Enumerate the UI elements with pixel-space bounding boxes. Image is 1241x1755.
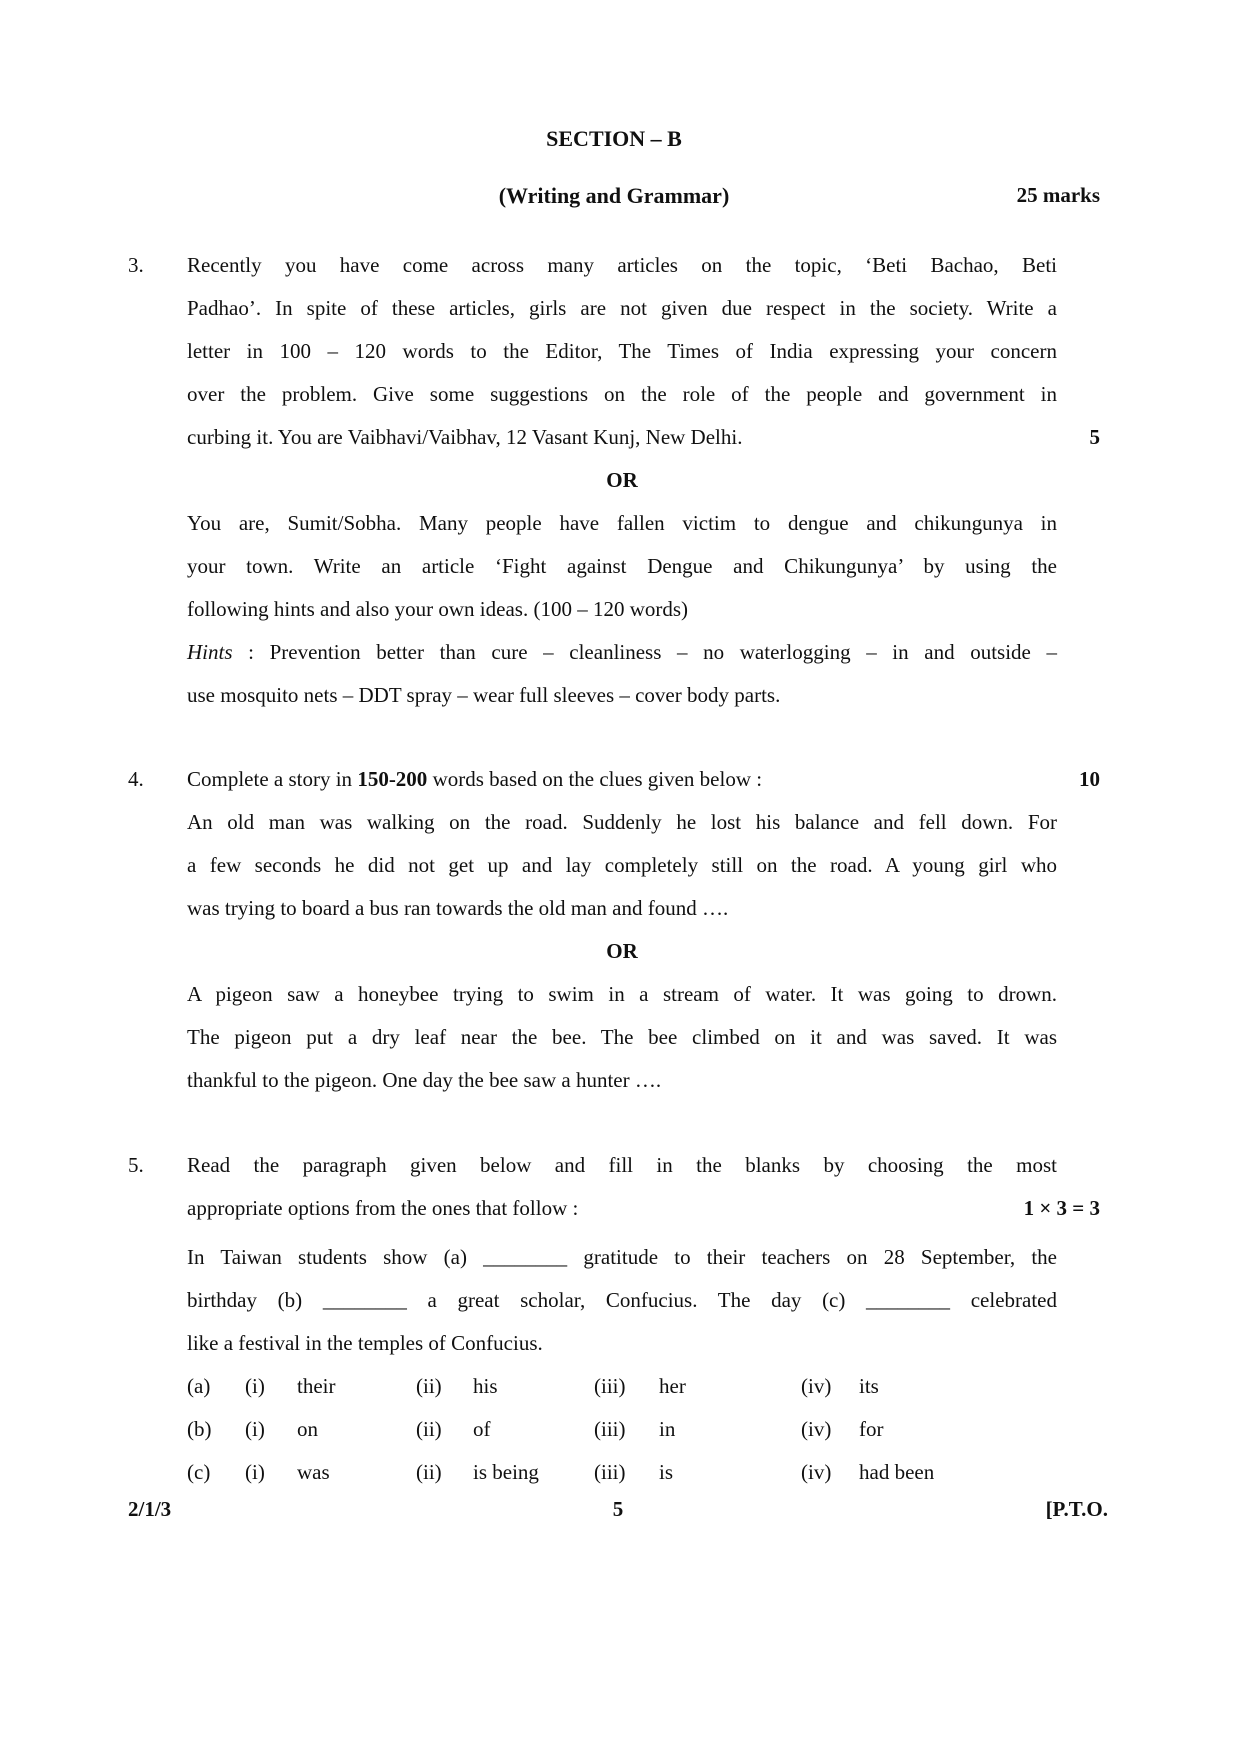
option-choice-word: its (859, 1374, 879, 1398)
question-4-heading-pre: Complete a story in (187, 767, 358, 791)
question-4-heading (187, 758, 1057, 801)
option-choice-number: (iv) (801, 1417, 832, 1441)
question-4-text-line: An old man was walking on the road. Suddenly he lost his balance and fell down. For (187, 810, 1057, 834)
question-3-hints-line: use mosquito nets – DDT spray – wear full sleeves – cover body parts. (187, 683, 781, 707)
section-subtitle: (Writing and Grammar) (498, 183, 730, 208)
option-choice-word: had been (859, 1460, 935, 1484)
question-4-text-line: was trying to board a bus ran towards the old man and found …. (187, 896, 729, 920)
option-choice-number: (iv) (801, 1374, 832, 1398)
option-choice-word: his (473, 1374, 498, 1398)
question-3-or-separator: OR (606, 468, 638, 492)
option-choice-word: of (473, 1417, 491, 1441)
option-choice-word: for (859, 1417, 884, 1441)
option-choice-word: on (297, 1417, 318, 1441)
question-3 (128, 244, 1100, 717)
question-3-text-line: letter in 100 – 120 words to the Editor, The Times of India expressing your concern (187, 339, 1057, 363)
question-3-alt-line: your town. Write an article ‘Fight against Dengue and Chikungunya’ by using the (187, 554, 1057, 578)
question-4-text-line: a few seconds he did not get up and lay completely still on the road. A young girl who (187, 853, 1057, 877)
question-4-alt-line: The pigeon put a dry leaf near the bee. The bee climbed on it and was saved. It was (187, 1025, 1057, 1049)
option-choice-word: is (659, 1460, 674, 1484)
option-choice-word: her (659, 1374, 686, 1398)
question-4-heading-post: words based on the clues given below : (427, 767, 763, 791)
question-5-passage-line: birthday (b) ________ a great scholar, Confucius. The day (c) ________ celebrated (187, 1288, 1057, 1312)
option-row-label: (c) (187, 1460, 211, 1484)
option-choice-word: their (297, 1374, 336, 1398)
hints-text: : Prevention better than cure – cleanliness – no waterlogging – in and outside – (232, 640, 1057, 664)
question-3-marks: 5 (1089, 425, 1100, 449)
question-3-text-line: curbing it. You are Vaibhavi/Vaibhav, 12 Vasant Kunj, New Delhi. (187, 425, 743, 449)
option-choice-number: (iii) (594, 1417, 626, 1441)
footer-pto-label: [P.T.O. (1045, 1497, 1108, 1521)
question-3-hints-line (187, 631, 1057, 674)
question-5-passage (187, 1236, 1057, 1365)
option-row-label: (a) (187, 1374, 211, 1398)
question-3-text-line: over the problem. Give some suggestions on the role of the people and government in (187, 382, 1057, 406)
question-4-word-limit: 150-200 (357, 767, 428, 791)
question-4-alt-line: thankful to the pigeon. One day the bee saw a hunter …. (187, 1068, 662, 1092)
question-5-number: 5. (128, 1153, 144, 1177)
section-subtitle-row (128, 174, 1100, 217)
question-5-body (187, 1144, 1057, 1494)
option-choice-number: (ii) (416, 1460, 442, 1484)
question-5-passage-line: In Taiwan students show (a) ________ gratitude to their teachers on 28 September, the (187, 1245, 1057, 1269)
question-4-marks: 10 (1079, 767, 1100, 791)
option-choice-number: (iii) (594, 1374, 626, 1398)
question-3-text-line: Recently you have come across many articles on the topic, ‘Beti Bachao, Beti (187, 253, 1057, 277)
question-3-number: 3. (128, 253, 144, 277)
option-choice-number: (ii) (416, 1417, 442, 1441)
option-choice-number: (i) (245, 1417, 265, 1441)
section-title: SECTION – B (546, 126, 682, 151)
option-choice-word: was (297, 1460, 330, 1484)
option-choice-number: (iii) (594, 1460, 626, 1484)
page-footer (128, 1488, 1108, 1531)
question-5-marks: 1 × 3 = 3 (1023, 1196, 1100, 1220)
question-4 (128, 758, 1100, 1102)
question-4-body (187, 758, 1057, 1102)
option-row-label: (b) (187, 1417, 212, 1441)
question-5-passage-line: like a festival in the temples of Confucius. (187, 1331, 543, 1355)
question-5-heading-line: Read the paragraph given below and fill in the blanks by choosing the most (187, 1153, 1057, 1177)
question-4-alt-line: A pigeon saw a honeybee trying to swim in a stream of water. It was going to drown. (187, 982, 1057, 1006)
option-choice-number: (iv) (801, 1460, 832, 1484)
section-total-marks: 25 marks (1016, 183, 1100, 207)
question-5 (128, 1144, 1100, 1494)
footer-page-number: 5 (612, 1497, 624, 1521)
option-choice-number: (i) (245, 1460, 265, 1484)
option-choice-number: (i) (245, 1374, 265, 1398)
question-4-number: 4. (128, 767, 144, 791)
question-4-or-separator: OR (606, 939, 638, 963)
question-3-body (187, 244, 1057, 717)
option-choice-word: is being (473, 1460, 539, 1484)
footer-paper-code: 2/1/3 (128, 1497, 172, 1521)
option-choice-number: (ii) (416, 1374, 442, 1398)
question-5-heading-line: appropriate options from the ones that follow : (187, 1196, 579, 1220)
hints-label: Hints (187, 640, 233, 664)
question-3-alt-line: You are, Sumit/Sobha. Many people have fallen victim to dengue and chikungunya in (187, 511, 1057, 535)
question-5-options-grid (187, 1365, 1057, 1494)
question-3-text-line: Padhao’. In spite of these articles, girls are not given due respect in the society. Write a (187, 296, 1057, 320)
option-choice-word: in (659, 1417, 676, 1441)
question-3-alt-line: following hints and also your own ideas. (100 – 120 words) (187, 597, 689, 621)
